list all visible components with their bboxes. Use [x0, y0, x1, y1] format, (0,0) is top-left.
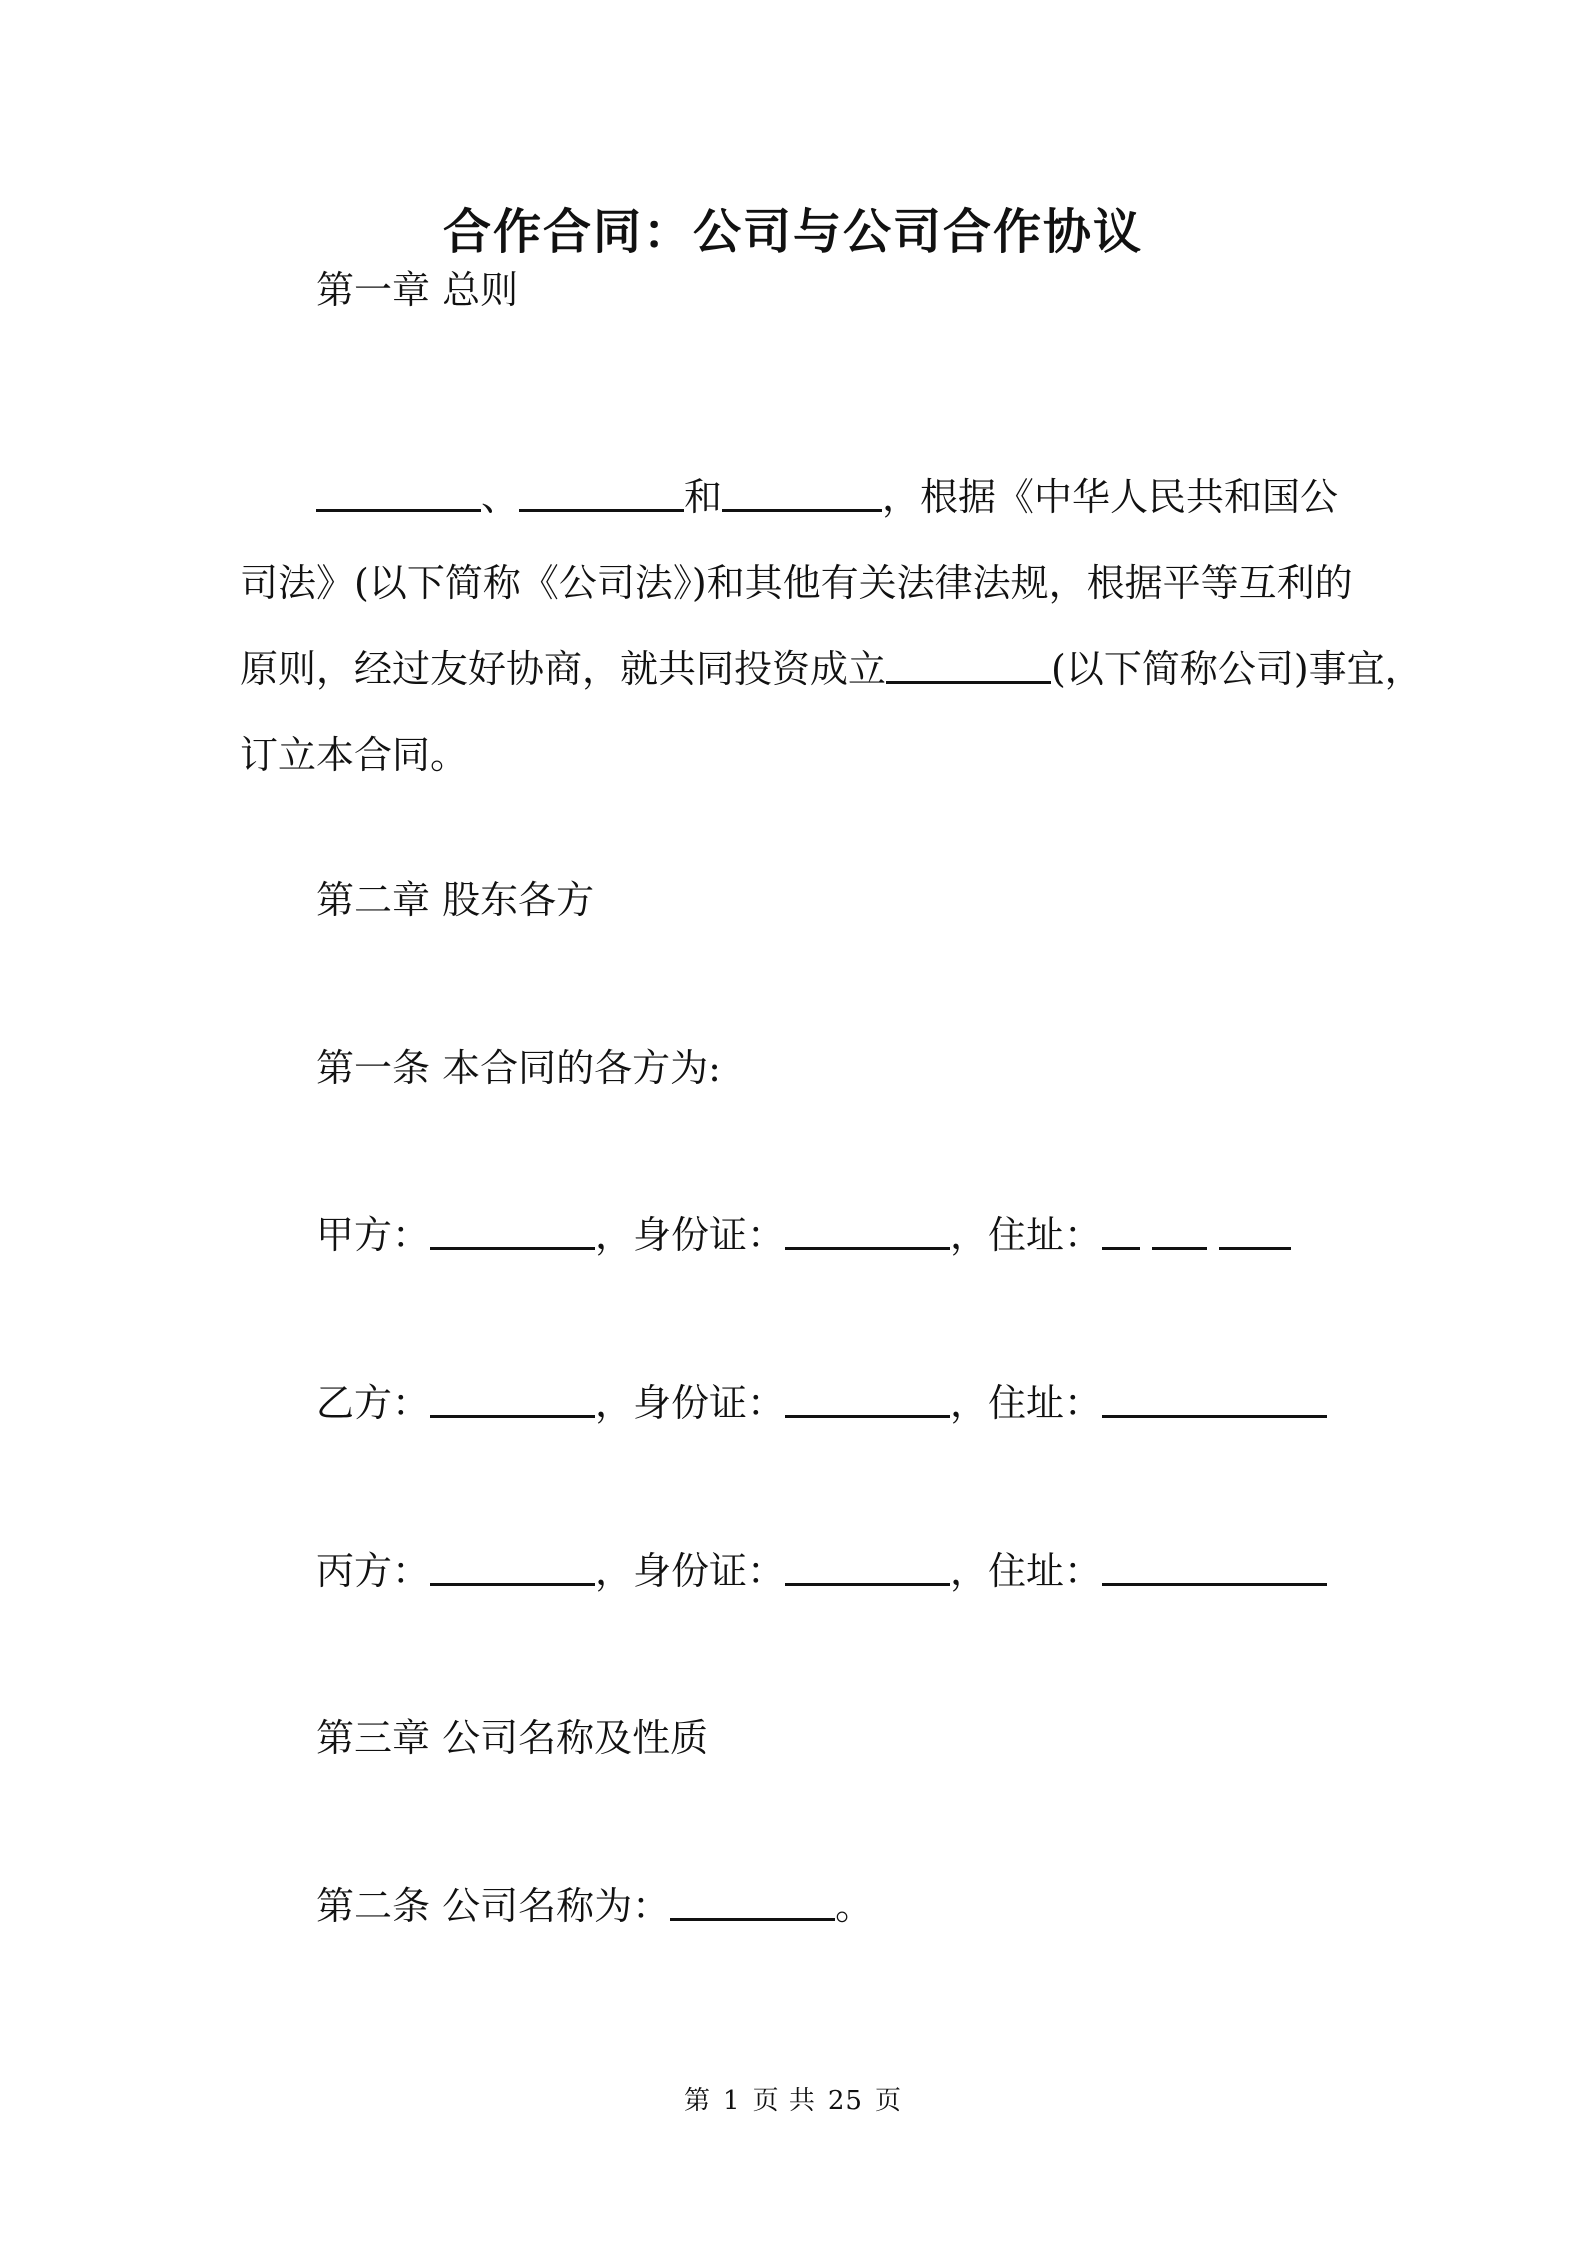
party-yi-name-blank[interactable] — [430, 1377, 595, 1418]
footer-page-number: 1 — [723, 2086, 741, 2116]
footer-total-pages: 25 — [827, 2086, 863, 2116]
footer-middle: 页 共 — [752, 2086, 816, 2116]
intro-row-1 — [240, 454, 1360, 540]
party-jia-addr-blank-3[interactable] — [1219, 1209, 1291, 1250]
party-jia-id-blank[interactable] — [785, 1209, 950, 1250]
chapter-3-heading: 第三章 公司名称及性质 — [316, 1716, 709, 1760]
party-bing-id-blank[interactable] — [785, 1545, 950, 1586]
article-2-label: 第二条 公司名称为： — [316, 1884, 671, 1928]
article-2-end: 。 — [835, 1884, 874, 1928]
party-yi-id-blank[interactable] — [785, 1377, 950, 1418]
footer-prefix: 第 — [684, 2086, 712, 2116]
company-name-blank[interactable] — [670, 1880, 835, 1921]
company-blank[interactable] — [886, 643, 1051, 684]
intro-sep-1: 、 — [481, 475, 520, 519]
party-blank-1[interactable] — [316, 471, 481, 512]
intro-row-2-text: 司法》(以下简称《公司法》)和其他有关法律法规，根据平等互利的 — [240, 561, 1353, 605]
party-jia-addr-blank-2[interactable] — [1152, 1209, 1207, 1250]
chapter-1-heading: 第一章 总则 — [316, 268, 519, 312]
party-jia-id-label: ，身份证： — [595, 1213, 786, 1257]
party-jia-addr-blank-1[interactable] — [1102, 1209, 1140, 1250]
intro-row-3-text-b: (以下简称公司)事宜， — [1051, 647, 1423, 691]
page-footer — [0, 2083, 1586, 2119]
intro-sep-2: 和 — [684, 475, 723, 519]
intro-row-4-text: 订立本合同。 — [240, 733, 469, 777]
party-bing-id-label: ，身份证： — [595, 1549, 786, 1593]
party-yi-label: 乙方： — [316, 1381, 431, 1425]
intro-row-1-text: ，根据《中华人民共和国公 — [882, 475, 1339, 519]
party-bing-addr-label: ，住址： — [950, 1549, 1103, 1593]
party-bing-addr-blank[interactable] — [1102, 1545, 1327, 1586]
intro-row-4 — [240, 712, 1360, 798]
party-yi-id-label: ，身份证： — [595, 1381, 786, 1425]
document-title: 合作合同：公司与公司合作协议 — [442, 204, 1143, 260]
footer-suffix: 页 — [874, 2086, 902, 2116]
party-blank-3[interactable] — [722, 471, 882, 512]
intro-row-3-text-a: 原则，经过友好协商，就共同投资成立 — [240, 647, 887, 691]
intro-paragraph — [240, 454, 1423, 798]
party-row-yi — [316, 1375, 1327, 1431]
party-blank-2[interactable] — [519, 471, 684, 512]
party-bing-name-blank[interactable] — [430, 1545, 595, 1586]
intro-row-2 — [240, 540, 1360, 626]
chapter-2-heading: 第二章 股东各方 — [316, 878, 595, 922]
party-yi-addr-label: ，住址： — [950, 1381, 1103, 1425]
party-bing-label: 丙方： — [316, 1549, 431, 1593]
party-row-jia — [316, 1207, 1291, 1263]
intro-row-3 — [240, 626, 1423, 712]
party-jia-label: 甲方： — [316, 1213, 431, 1257]
party-yi-addr-blank[interactable] — [1102, 1377, 1327, 1418]
party-jia-name-blank[interactable] — [430, 1209, 595, 1250]
party-row-bing — [316, 1543, 1327, 1599]
article-2 — [316, 1878, 873, 1934]
party-jia-addr-label: ，住址： — [950, 1213, 1103, 1257]
article-1: 第一条 本合同的各方为: — [316, 1046, 721, 1090]
